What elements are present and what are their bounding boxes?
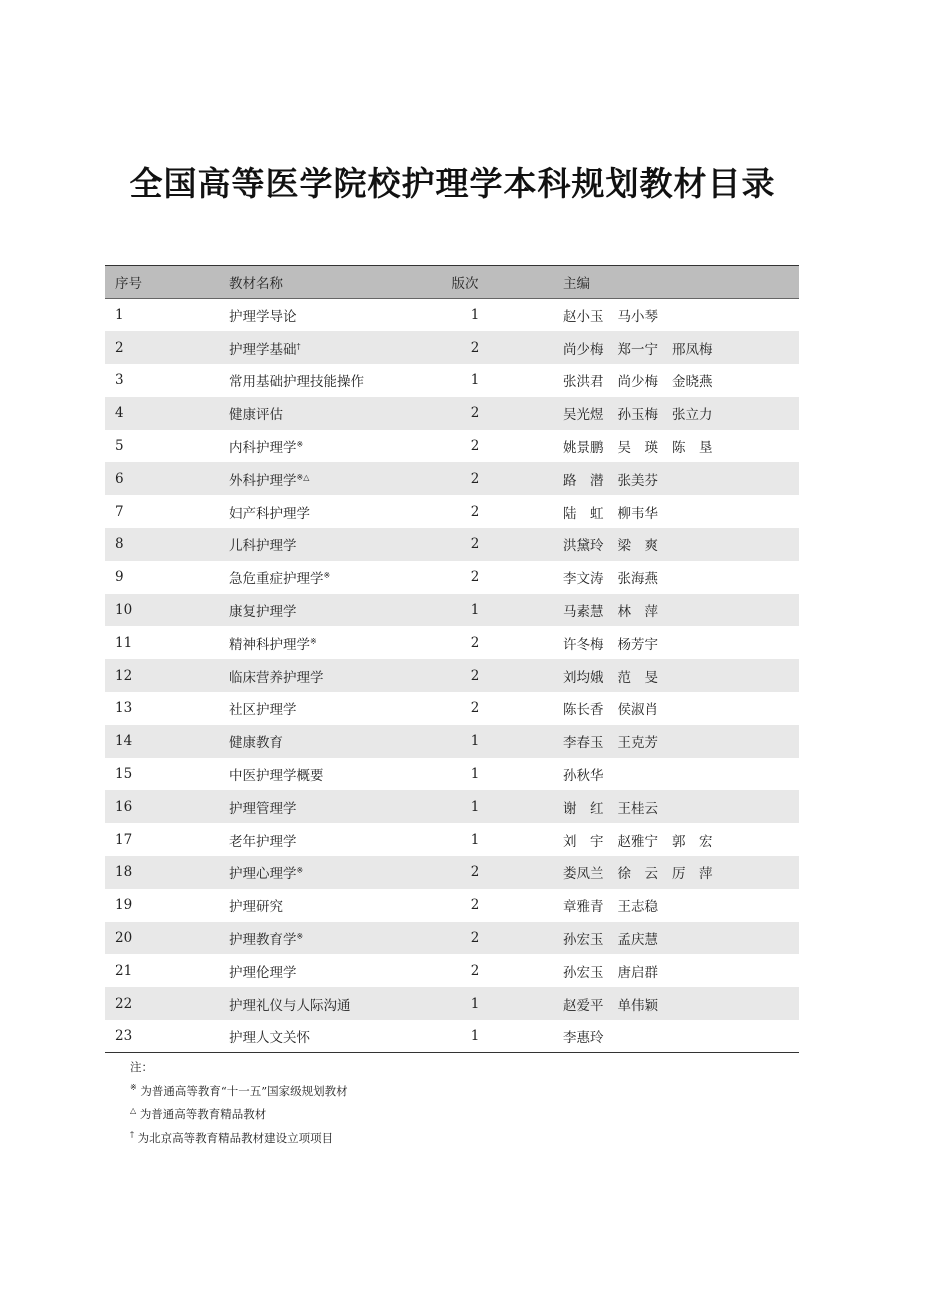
table-row [105,790,799,823]
row-number: 8 [115,536,124,553]
textbook-name [229,1020,445,1053]
row-number: 23 [105,1020,229,1053]
textbook-title: 中医护理学概要 [229,768,324,785]
editor-name: 马素慧 [563,604,604,621]
editor-name: 章雅青 [563,899,604,916]
table-row [105,692,799,725]
row-number: 10 [115,602,133,619]
textbook-name [229,397,445,430]
footnote-label: 注： [130,1060,153,1074]
edition: 2 [470,930,480,947]
header-editors: 主编 [545,266,799,299]
textbook-title: 护理教育学 [229,932,297,949]
footnote-mark: † [296,341,301,351]
textbook-title: 护理学导论 [229,309,297,326]
textbook-title: 护理人文关怀 [229,1030,310,1047]
editors [545,331,799,364]
textbook-name [229,954,445,987]
editor-name: 刘均娥 [563,669,604,686]
editor-name: 陆 虹 [563,505,604,522]
footnote-mark: ※ [296,866,304,876]
editors [545,1020,799,1053]
editor-name: 孙玉梅 [617,407,658,424]
editors [545,364,799,397]
editor-name: 王克芳 [617,735,658,752]
row-number: 12 [115,667,133,684]
table-row [105,922,799,955]
textbook-title: 精神科护理学 [229,636,310,653]
textbook-name [229,561,445,594]
textbook-name [229,856,445,889]
textbook-name [229,790,445,823]
textbook-title: 护理伦理学 [229,964,297,981]
editor-name: 徐 云 [617,866,658,883]
editor-name: 范 旻 [617,669,658,686]
textbook-title: 临床营养护理学 [229,669,324,686]
footnote-item [130,1125,348,1149]
editor-name: 邢凤梅 [672,341,713,358]
textbook-title: 护理心理学 [229,866,297,883]
table-row [105,397,799,430]
row-number: 22 [115,995,133,1012]
editor-name: 金晓燕 [672,374,713,391]
edition: 2 [470,897,480,914]
editor-name: 张海燕 [617,571,658,588]
edition: 2 [470,339,480,356]
footnote-text: 为普通高等教育“十一五”国家级规划教材 [140,1083,348,1098]
editor-name: 林 萍 [617,604,658,621]
table-row [105,823,799,856]
table-row [105,856,799,889]
editor-name: 赵爱平 [563,997,604,1014]
textbook-name [229,659,445,692]
textbook-name [229,462,445,495]
textbook-name [229,430,445,463]
edition: 1 [470,995,480,1012]
footnote-mark: ※ [296,440,304,450]
textbook-title: 外科护理学 [229,472,297,489]
textbook-name [229,528,445,561]
editor-name: 洪黛玲 [563,538,604,555]
row-number: 15 [115,766,133,783]
edition: 2 [470,569,480,586]
editor-name: 柳韦华 [617,505,658,522]
editor-name: 李春玉 [563,735,604,752]
textbook-title: 社区护理学 [229,702,297,719]
table-row [105,954,799,987]
footnote-mark: ※ [323,571,331,581]
table-row [105,299,799,332]
table-row [105,331,799,364]
editor-name: 王志稳 [617,899,658,916]
editors [545,659,799,692]
editors [545,856,799,889]
textbook-name [229,987,445,1020]
textbook-title: 护理学基础 [229,341,297,358]
textbook-title: 健康评估 [229,407,283,424]
textbook-title: 老年护理学 [229,833,297,850]
row-number: 19 [115,897,133,914]
table-row [105,758,799,791]
editors [545,299,799,332]
header-edition: 版次 [445,266,545,299]
editors [545,692,799,725]
editor-name: 孙秋华 [563,768,604,785]
footnote-item [130,1078,348,1102]
editor-name: 厉 萍 [672,866,713,883]
footnote-symbol: † [130,1129,134,1139]
editors [545,594,799,627]
table-body [105,299,799,1053]
edition: 2 [470,667,480,684]
row-number: 4 [115,405,124,422]
editor-name: 李惠玲 [563,1030,604,1047]
row-number: 11 [115,634,133,651]
footnote-symbol: △ [130,1106,137,1115]
textbook-title: 儿科护理学 [229,538,297,555]
edition: 1 [470,798,480,815]
editor-name: 娄凤兰 [563,866,604,883]
editor-name: 刘 宇 [563,833,604,850]
editor-name: 张洪君 [563,374,604,391]
editor-name: 许冬梅 [563,636,604,653]
footnote-text: 为北京高等教育精品教材建设立项项目 [137,1130,334,1145]
textbook-title: 健康教育 [229,735,283,752]
textbook-title: 急危重症护理学 [229,571,324,588]
row-number: 13 [115,700,133,717]
table-header-row [105,266,799,299]
editor-name: 马小琴 [617,309,658,326]
editor-name: 赵小玉 [563,309,604,326]
editor-name: 陈 垦 [672,440,713,457]
edition: 2 [470,470,480,487]
textbook-title: 护理管理学 [229,800,297,817]
row-number: 14 [115,733,133,750]
row-number: 20 [115,930,133,947]
editor-name: 尚少梅 [617,374,658,391]
textbook-name [229,495,445,528]
textbook-name [229,889,445,922]
textbook-title: 常用基础护理技能操作 [229,374,364,391]
table-row [105,430,799,463]
table-row [105,889,799,922]
editor-name: 张美芬 [617,472,658,489]
editors [545,790,799,823]
textbook-name [229,364,445,397]
table-row [105,528,799,561]
edition: 1 [470,602,480,619]
page-title: 全国高等医学院校护理学本科规划教材目录 [129,164,776,203]
edition: 1 [470,733,480,750]
row-number: 5 [115,438,124,455]
textbook-name [229,626,445,659]
table-row [105,462,799,495]
footnote-mark: ※ [310,636,317,646]
table-row [105,364,799,397]
edition: 2 [470,503,480,520]
edition: 1 [470,372,480,389]
textbook-title: 妇产科护理学 [229,505,310,522]
edition: 2 [470,700,480,717]
editor-name: 吴光煜 [563,407,604,424]
editor-name: 孟庆慧 [617,932,658,949]
textbook-name [229,594,445,627]
textbook-name [229,758,445,791]
textbook-name [229,922,445,955]
footnote-mark: ※△ [296,472,310,482]
editors [545,725,799,758]
editors [545,462,799,495]
editor-name: 张立力 [672,407,713,424]
header-no: 序号 [105,266,229,299]
editors [545,430,799,463]
table-row [105,495,799,528]
edition: 1 [470,307,480,324]
footnote-text: 为普通高等教育精品教材 [139,1107,267,1121]
editor-name: 孙宏玉 [563,964,604,981]
editors [545,495,799,528]
textbook-catalog-table [105,265,799,1053]
row-number: 1 [115,307,124,324]
table-row [105,659,799,692]
editor-name: 姚景鹏 [563,440,604,457]
footnote-list [130,1078,348,1149]
editor-name: 侯淑肖 [617,702,658,719]
edition: 2 [470,438,480,455]
table-row [105,594,799,627]
editor-name: 赵雅宁 [617,833,658,850]
editors [545,954,799,987]
textbook-name [229,299,445,332]
editors [545,758,799,791]
textbook-title: 康复护理学 [229,604,297,621]
editors [545,626,799,659]
editors [545,922,799,955]
footnote-mark: ※ [296,932,304,942]
footnote-symbol: ※ [130,1082,137,1092]
editor-name: 谢 红 [563,800,604,817]
row-number: 9 [115,569,124,586]
editors [545,528,799,561]
editor-name: 单伟颖 [617,997,658,1014]
edition: 2 [470,864,480,881]
editor-name: 杨芳宇 [617,636,658,653]
row-number: 7 [115,503,124,520]
editor-name: 郑一宁 [617,341,658,358]
edition: 2 [470,634,480,651]
textbook-title: 护理研究 [229,899,283,916]
table-row [105,626,799,659]
textbook-title: 内科护理学 [229,440,297,457]
editor-name: 陈长香 [563,702,604,719]
table-row [105,987,799,1020]
edition: 2 [470,405,480,422]
row-number: 2 [115,339,124,356]
editor-name: 路 潜 [563,472,604,489]
editors [545,889,799,922]
edition: 1 [445,1020,545,1053]
editor-name: 尚少梅 [563,341,604,358]
edition: 1 [470,831,480,848]
row-number: 18 [115,864,133,881]
edition: 2 [470,962,480,979]
editors [545,987,799,1020]
edition: 1 [470,766,480,783]
editor-name: 李文涛 [563,571,604,588]
row-number: 6 [115,470,124,487]
editors [545,823,799,856]
editors [545,397,799,430]
footnotes [130,1058,348,1148]
editor-name: 孙宏玉 [563,932,604,949]
footnote-item [130,1101,348,1125]
editor-name: 郭 宏 [672,833,713,850]
table-row [105,1020,799,1053]
edition: 2 [470,536,480,553]
textbook-title: 护理礼仪与人际沟通 [229,997,351,1014]
editors [545,561,799,594]
table-row [105,725,799,758]
row-number: 17 [115,831,133,848]
row-number: 21 [115,962,133,979]
editor-name: 唐启群 [617,964,658,981]
table-row [105,561,799,594]
row-number: 3 [115,372,124,389]
editor-name: 吴 瑛 [617,440,658,457]
textbook-name [229,331,445,364]
header-name: 教材名称 [229,266,445,299]
editor-name: 王桂云 [617,800,658,817]
textbook-name [229,823,445,856]
row-number: 16 [115,798,133,815]
editor-name: 梁 爽 [617,538,658,555]
textbook-name [229,692,445,725]
textbook-name [229,725,445,758]
